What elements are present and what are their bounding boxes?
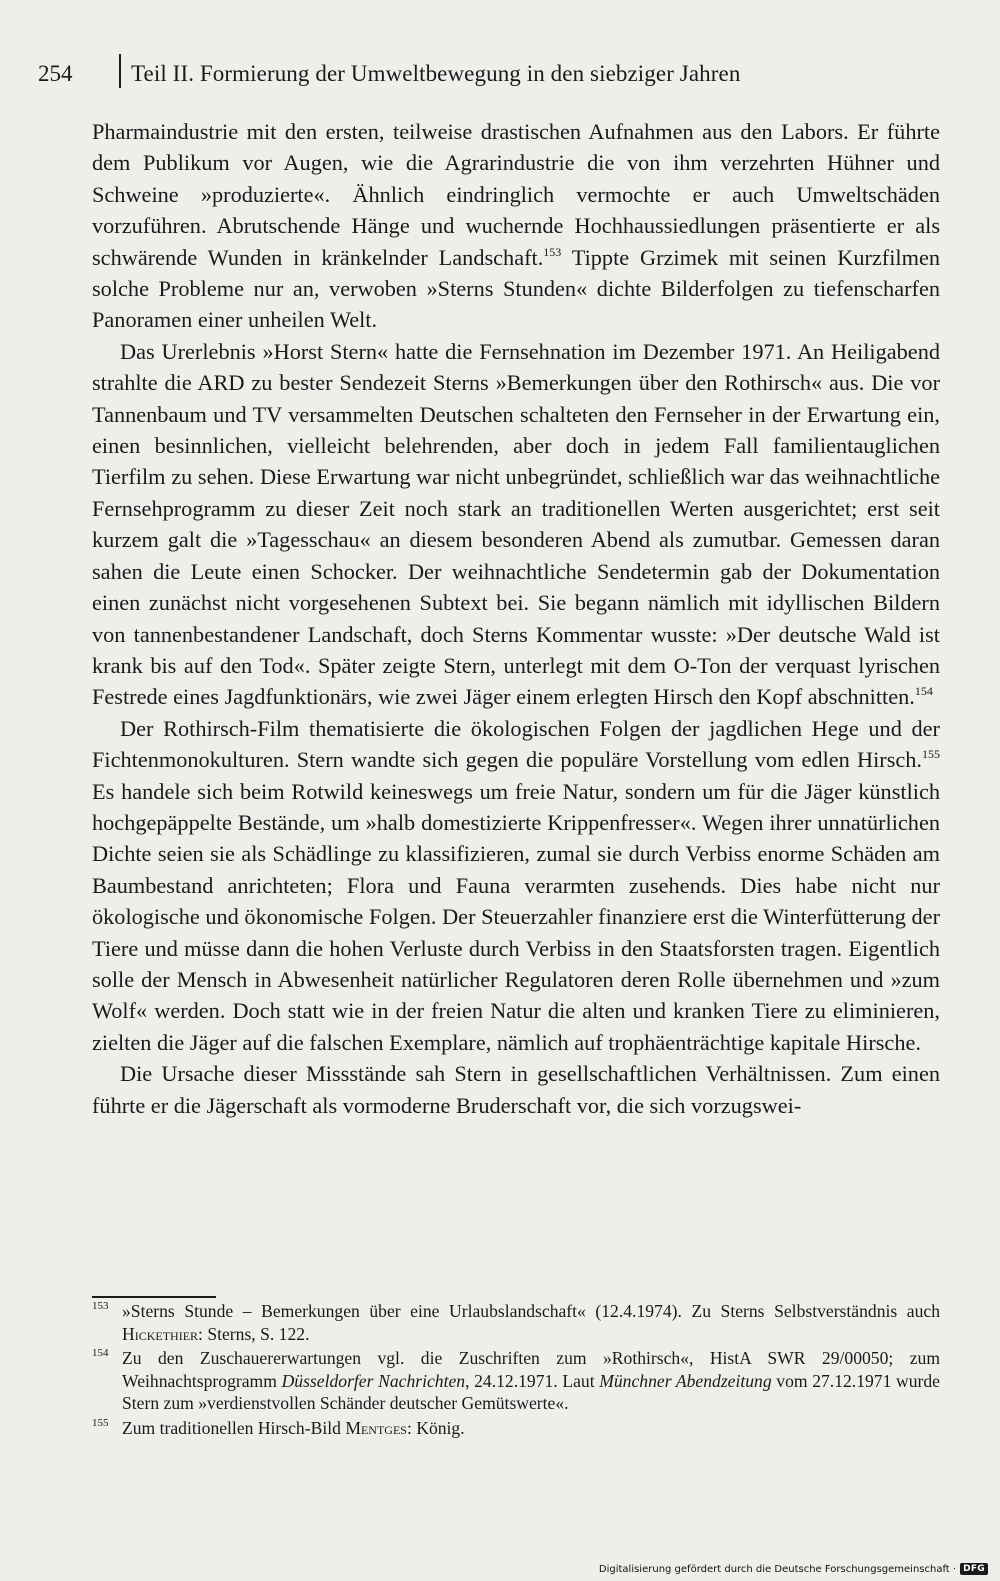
footnote-ref-155[interactable]: 155 (922, 747, 940, 762)
digitization-notice (599, 1563, 988, 1575)
paragraph-2-text: Das Urerlebnis »Horst Stern« hatte die Fernsehnation im Dezember 1971. An Heiligabend strahlte die ARD zu bester Sendezeit Sterns »Bemerkungen über den Rothirsch« aus. Die vor Tannenbaum und TV versammelten Deutschen schalteten den Fernseher in der Erwartung ein, einen besinnlichen, vielleicht belehrenden, aber doch in jedem Fall familientauglichen Tierfilm zu sehen. Diese Erwartung war nicht unbegründet, schließlich war das weihnachtliche Fernsehprogramm zu dieser Zeit noch stark an traditionellen Werten ausgerichtet; erst seit kurzem galt die »Tagesschau« an diesem besonderen Abend als zumutbar. Gemessen daran sahen die Leute einen Schocker. Der weihnachtliche Sendetermin gab der Dokumentation einen zunächst nicht vorgesehenen Subtext bei. Sie begann nämlich mit idyllischen Bildern von tannenbestandener Landschaft, doch Sterns Kommentar wusste: »Der deutsche Wald ist krank bis auf den Tod«. Später zeigte Stern, unterlegt mit dem O-Ton der verquast lyrischen Festrede eines Jagdfunktionärs, wie zwei Jäger einem erlegten Hirsch den Kopf abschnitten. (92, 338, 940, 710)
paragraph-3-text-a: Der Rothirsch-Film thematisierte die ökologischen Folgen der jagdlichen Hege und der Fichtenmonokulturen. Stern wandte sich gegen die populäre Vorstellung vom edlen Hirsch. (92, 715, 940, 773)
footnote-text (122, 1347, 940, 1415)
footnote-text-part: : König. (406, 1417, 465, 1438)
footnote-text (122, 1300, 940, 1345)
footnote-153 (92, 1300, 940, 1345)
paragraph-3 (92, 713, 940, 1058)
running-header (30, 54, 950, 94)
footnote-155 (92, 1417, 940, 1440)
footnote-text-part: vom 27.12.1971 wurde Stern zum »verdienstvollen Schänder deutscher Gemütswerte«. (122, 1370, 940, 1414)
paragraph-1-text-a: Pharmaindustrie mit den ersten, teilweise drastischen Aufnahmen aus den Labors. Er führte dem Publikum vor Augen, wie die Agrarindustrie die von ihm verzehrten Hühner und Schweine »produzierte«. Ähnlich eindringlich vermochte er auch Umweltschäden vorzuführen. Abrutschende Hänge und wuchernde Hochhaussiedlungen präsentierte er als schwärende Wunden in kränkelnder Landschaft. (92, 119, 940, 270)
footnote-text-part: , 24.12.1971. Laut (465, 1370, 600, 1391)
paragraph-1-text-b: Tippte Grzimek mit seinen Kurzfilmen solche Probleme nur an, verwoben »Sterns Stunden« dichte Bilderfolgen zu tiefenscharfen Panoramen einer unheilen Welt. (92, 244, 940, 333)
dfg-logo-icon: DFG (960, 1563, 988, 1575)
footnote-number: 155 (92, 1416, 109, 1429)
footnote-ref-154[interactable]: 154 (914, 684, 933, 699)
footnote-text-part: Zu den Zuschauererwartungen vgl. die Zuschriften zum »Rothirsch«, HistA SWR 29/00050; zum Weihnachtsprogramm (122, 1348, 940, 1391)
author-name: Mentges (345, 1417, 407, 1438)
newspaper-title: Münchner Abendzeitung (599, 1370, 772, 1391)
footnote-text (122, 1417, 940, 1440)
footnote-number: 153 (92, 1300, 109, 1312)
footnotes (92, 1300, 940, 1442)
funding-text: Digitalisierung gefördert durch die Deutsche Forschungsgemeinschaft · (598, 1563, 957, 1575)
paragraph-4-text: Die Ursache dieser Missstände sah Stern in gesellschaftlichen Verhältnissen. Zum einen führte er die Jägerschaft als vormoderne Bruderschaft vor, die sich vorzugswei- (92, 1061, 940, 1118)
footnote-divider (92, 1296, 216, 1298)
paragraph-2 (92, 336, 940, 713)
header-divider (119, 54, 121, 88)
page-number: 254 (38, 61, 73, 86)
footnote-number: 154 (92, 1347, 109, 1360)
main-text (92, 116, 940, 1121)
author-name: Hickethier (122, 1323, 199, 1344)
footnote-text-part: : Sterns, S. 122. (198, 1323, 310, 1344)
paragraph-1 (92, 116, 940, 336)
running-title: Teil II. Formierung der Umweltbewegung in den siebziger Jahren (131, 61, 741, 86)
footnote-154 (92, 1347, 940, 1415)
paragraph-4 (92, 1058, 940, 1121)
footnote-text-part: »Sterns Stunde – Bemerkungen über eine Urlaubslandschaft« (12.4.1974). Zu Sterns Selbstverständnis auch (122, 1301, 940, 1321)
newspaper-title: Düsseldorfer Nachrichten (281, 1370, 466, 1391)
footnote-ref-153[interactable]: 153 (543, 244, 562, 259)
paragraph-3-text-b: Es handele sich beim Rotwild keineswegs um freie Natur, sondern um für die Jäger künstlich hochgepäppelte Bestände, um »halb domestizierte Krippenfresser«. Wegen ihrer unnatürlichen Dichte seien sie als Schädlinge zu klassifizieren, zumal sie durch Verbiss enorme Schäden am Baumbestand anrichteten; Flora und Fauna verarmten zusehends. Dies habe nicht nur ökologische und ökonomische Folgen. Der Steuerzahler finanziere erst die Winterfütterung der Tiere und müsse dann die hohen Verluste durch Verbiss in den Staatsforsten tragen. Eigentlich solle der Mensch in Abwesenheit natürlicher Regulatoren deren Rolle übernehmen und »zum Wolf« werden. Doch statt wie in der freien Natur die alten und kranken Tiere zu eliminieren, zielten die Jäger auf die falschen Exemplare, nämlich auf trophäenträchtige kapitale Hirsche. (92, 778, 940, 1055)
footnote-text-part: Zum traditionellen Hirsch-Bild (122, 1417, 346, 1438)
